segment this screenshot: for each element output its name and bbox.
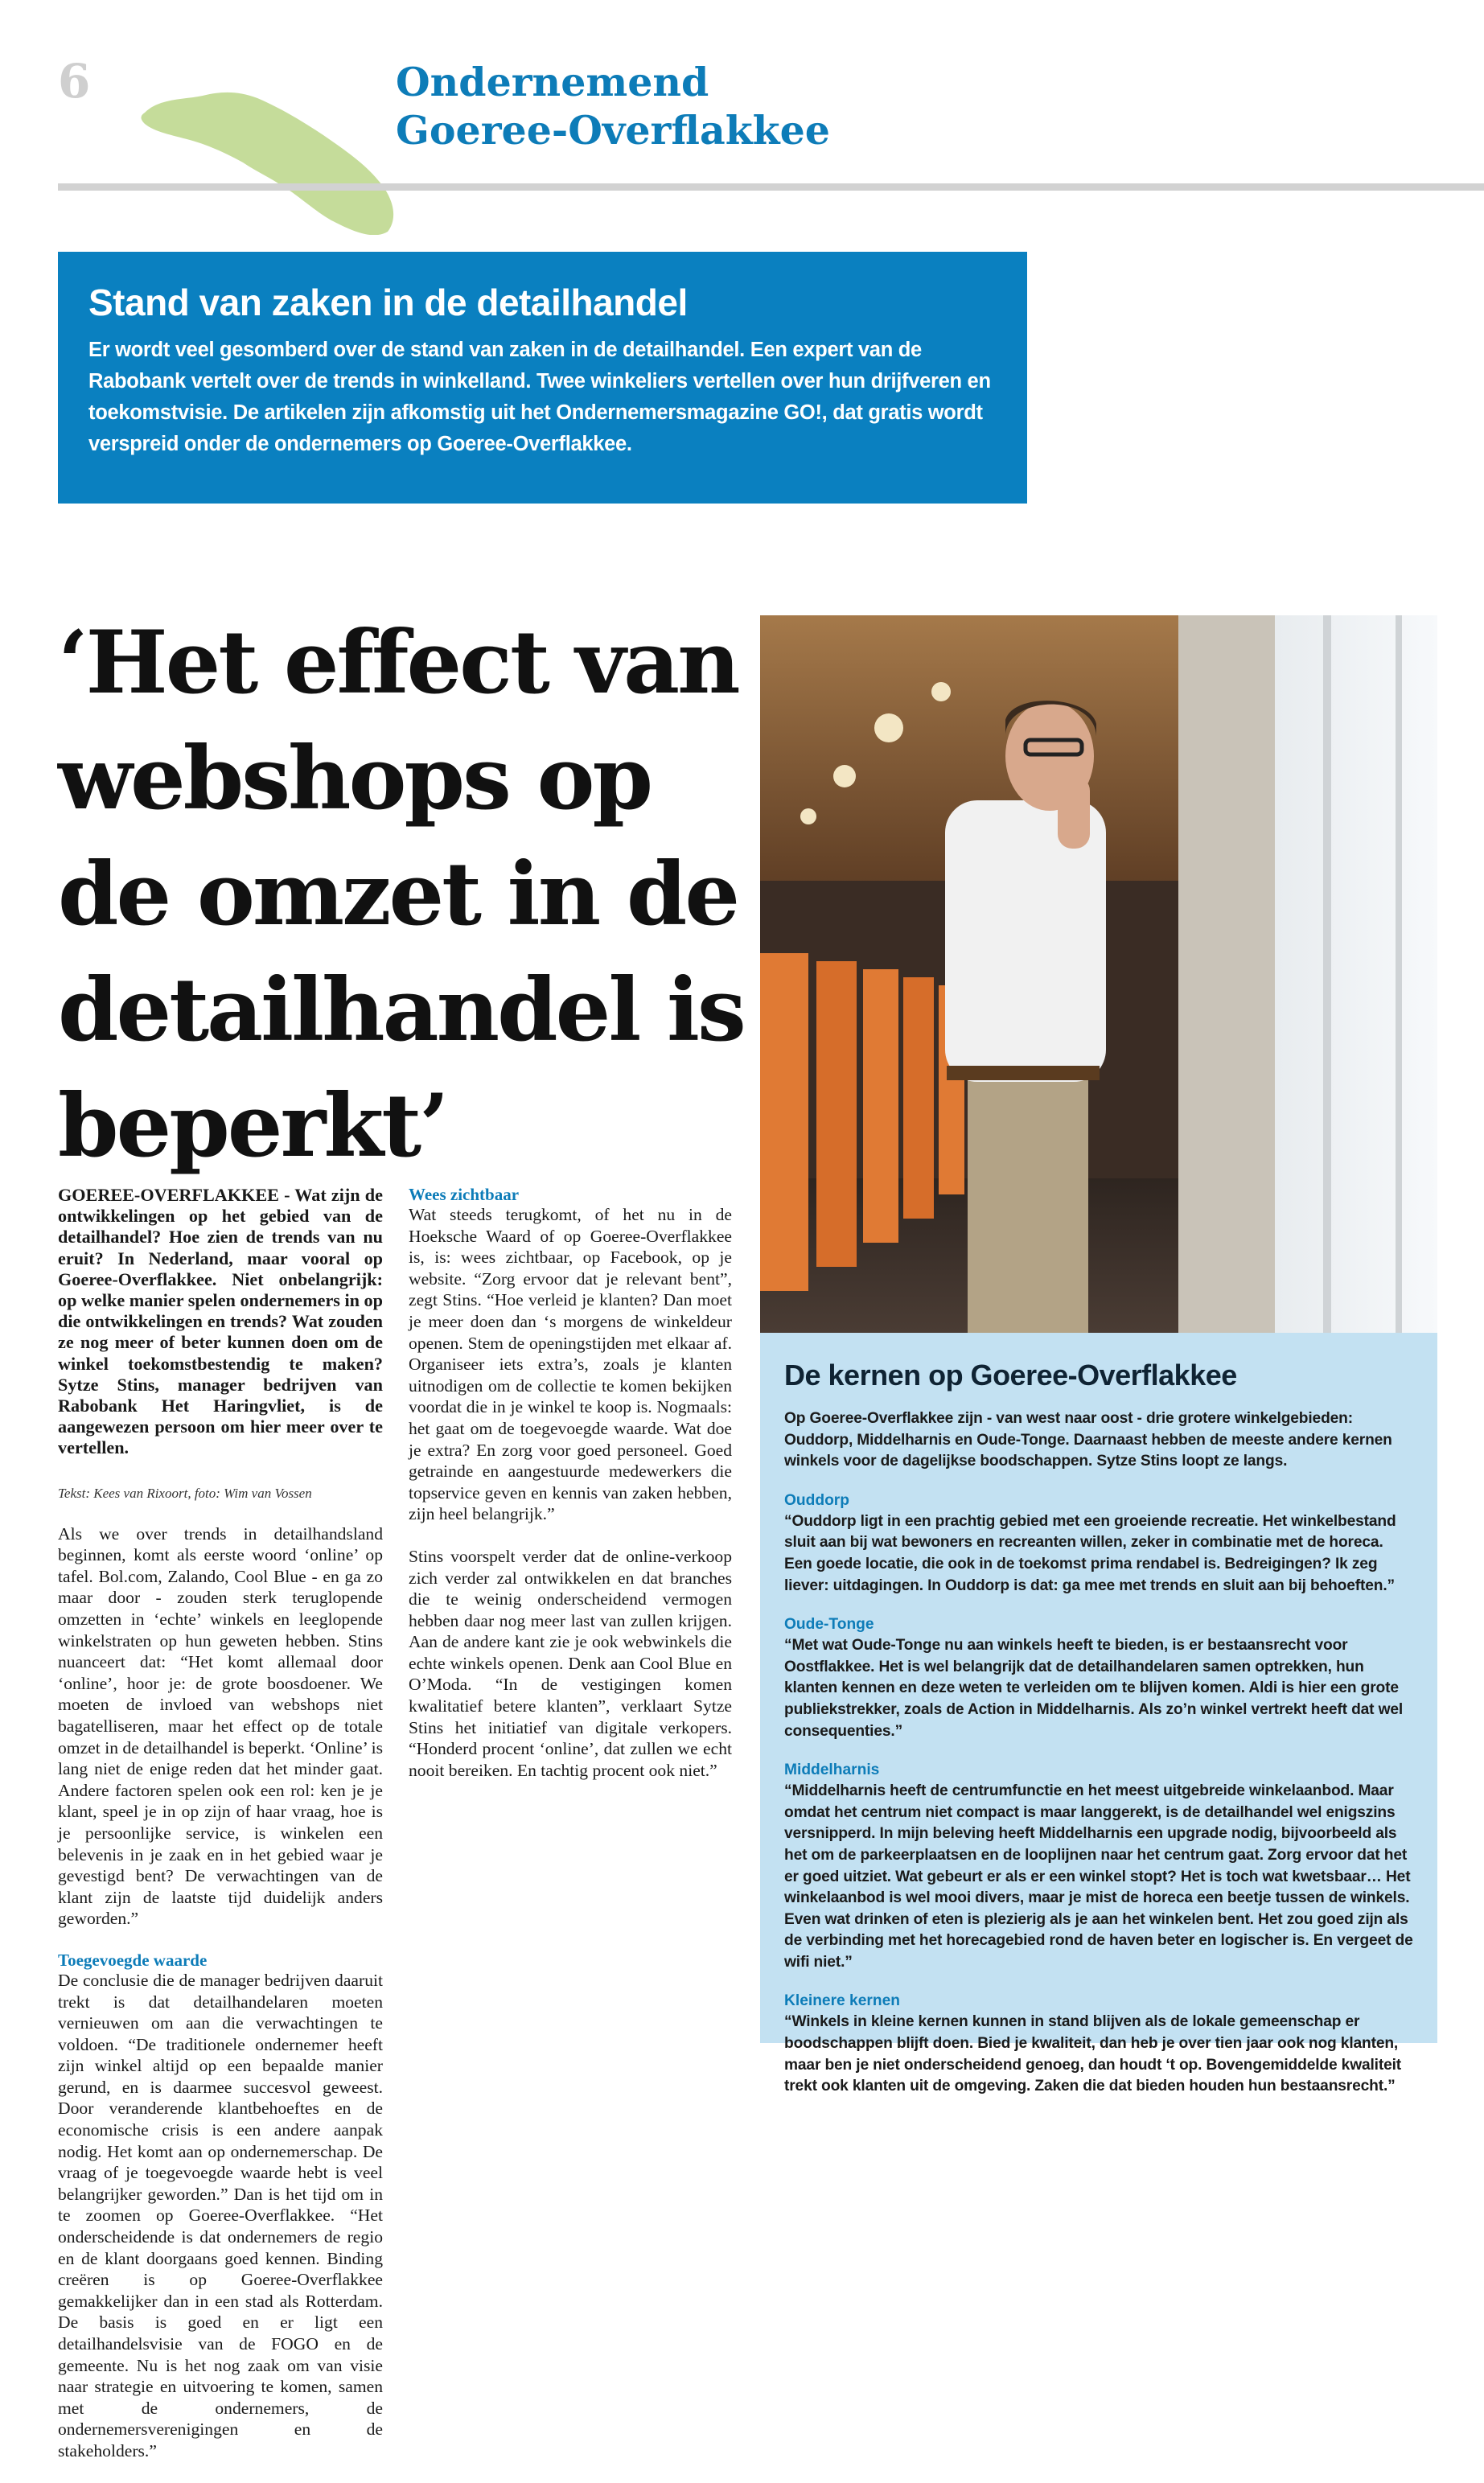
kernen-intro: Op Goeree-Overflakkee zijn - van west naar oost - drie grotere winkelgebieden: Ouddorp, Middelharnis en Oude-Tonge. Daarnaast hebben de meeste andere kernen winkels voor de dagelijkse boodschappen. Sytze Stins loopt ze langs. [784,1410,1392,1470]
intro-text: Er wordt veel gesomberd over de stand van zaken in de detailhandel. Een expert van de Rabobank vertelt over de trends in winkelland. Twee winkeliers vertellen over hun drijfveren en toekomstvisie. De artikelen zijn afkomstig uit het Ondernemersmagazine GO!, dat gratis wordt verspreid onder de ondernemers op Goeree-Overflakkee. [88,339,991,455]
article-paragraph: Wat steeds terugkomt, of het nu in de Hoeksche Waard of op Goeree-Overflakkee is, is: wees zichtbaar, op Facebook, op je website. “Zorg ervoor dat je relevant bent”, zegt Stins. “Hoe verleid je klanten? Dan moet je meer doen dan ‘s morgens de winkeldeur openen. Stem de openingstijden met elkaar af. Organiseer iets extra’s, zoals je klanten uitnodigen om de collectie te komen bekijken voordat die in je winkel te koop is. Nogmaals: het gaat om de toegevoegde waarde. Wat doe je extra? En zorg voor goed personeel. Goed getrainde en aangestuurde medewerkers die topservice geven en kennis van zaken hebben, zijn heel belangrijk.” [409,1205,732,1524]
article-subhead: Wees zichtbaar [409,1185,520,1204]
article-paragraph: De conclusie die de manager bedrijven daaruit trekt is dat detailhandelaren moeten vernieuwen om aan die verwachtingen te voldoen. “De traditionele ondernemer heeft zijn winkel altijd op een bepaalde manier gerund, en is daarmee succesvol geweest. Door veranderende klantbehoeftes en de economische crisis is een andere aanpak nodig. Het komt aan op ondernemerschap. De vraag of je toegevoegde waarde hebt is veel belangrijker geworden.” Dan is het tijd om in te zoomen op Goeree-Overflakkee. “Het onderscheidende is dat ondernemers de regio en de klant doorgaans goed kennen. Binding creëren is op Goeree-Overflakkee gemakkelijker dan in een stad als Rotterdam. De basis is goed en er ligt een detailhandelsvisie van de FOGO en de gemeente. Nu is het nog zaak om van visie naar strategie en uitvoering te komen, samen met de ondernemers, de ondernemersverenigingen en de stakeholders.” [58,1970,383,2460]
headline-line: de omzet in de [58,844,738,945]
kernen-subhead: Oude-Tonge [784,1616,874,1634]
article-credit: Tekst: Kees van Rixoort, foto: Wim van Vossen [58,1485,312,1501]
kernen-box [760,1333,1437,2095]
article-column-1 [58,1185,383,2483]
article-column-2 [409,1185,732,1802]
kernen-subhead: Middelharnis [784,1762,880,1779]
header-divider [58,183,1484,191]
section-title [396,58,830,154]
section-title-line: Ondernemend [396,59,709,105]
article-headline [58,605,782,1184]
headline-line: webshops op [58,728,652,829]
headline-line: beperkt’ [58,1075,447,1177]
kernen-text: “Winkels in kleine kernen kunnen in stand blijven als de lokale gemeenschap er boodschappen blijft doen. Bied je kwaliteit, dan heb je over tien jaar ook nog klanten, maar ben je niet onderscheidend genoeg, dan houdt ‘t op. Bovengemiddelde kwaliteit trekt ook klanten uit de omgeving. Zaken die dat bieden houden hun bestaansrecht.” [784,2013,1402,2095]
headline-line: detailhandel is [58,960,744,1061]
kernen-text: “Met wat Oude-Tonge nu aan winkels heeft te bieden, is er bestaansrecht voor Oostflakkee. Het is wel belangrijk dat de detailhandelaren samen optrekken, hun klanten kennen en deze weten te verleiden om te blijven komen. Aldi is hier een grote publiekstrekker, zoals de Action in Middelharnis. Als zo’n winkel vertrekt heeft dat wel consequenties.” [784,1637,1404,1740]
article-subhead: Toegevoegde waarde [58,1950,208,1970]
island-map-icon [137,74,402,235]
kernen-text: “Middelharnis heeft de centrumfunctie en het meest uitgebreide winkelaanbod. Maar omdat het centrum niet compact is maar langgerekt, is de detailhandel wel enigszins versnipperd. In mijn beleving heeft Middelharnis een upgrade nodig, bijvoorbeeld als het om de parkeerplaatsen en de looplijnen naar het centrum gaat. Zorg ervoor dat het er goed uitziet. Wat gebeurt er als er een winkel stopt? Het is toch wat kwetsbaar… Het winkelaanbod is wel mooi divers, maar je mist de horeca een beetje tussen de winkels. Even wat drinken of eten is plezierig als je aan het winkelen bent. Het zou goed zijn als de verbinding met het horecagebied rond de haven beter en logischer is. En vergeet de wifi niet.” [784,1782,1413,1971]
page-number: 6 [58,54,91,109]
kernen-text: “Ouddorp ligt in een prachtig gebied met een groeiende recreatie. Het winkelbestand sluit aan bij wat bewoners en recreanten willen, zeker in combinatie met de horeca. Een goede locatie, die ook in de toekomst prima rendabel is. Bedreigingen? Ik zeg liever: uitdagingen. In Ouddorp is dat: ga mee met trends en sluit aan bij behoeften.” [784,1512,1396,1594]
kernen-subhead: Kleinere kernen [784,1992,900,2010]
article-paragraph: Als we over trends in detailhandsland beginnen, komt als eerste woord ‘online’ op tafel. Bol.com, Zalando, Cool Blue - en ga zo maar door - zouden sterk teruglopende omzetten in ‘echte’ winkels en leeglopende winkelstraten op hun geweten hebben. Stins nuanceert dat: “Het komt allemaal door ‘online’, hoor je: de grote boosdoener. We moeten de invloed van webshops niet bagatelliseren, maar het effect op de totale omzet in de detailhandel is beperkt. ‘Online’ is lang niet de enige reden dat het minder gaat. Andere factoren spelen ook een rol: ken je je klant, speel je in op zijn of haar vraag, hoe is je persoonlijke service, is winkelen een belevenis in je zaak en in het gebied waar je gevestigd bent? De verwachtingen van de klant zijn de laatste tijd duidelijk anders geworden.” [58,1523,383,1929]
article-lead: GOEREE-OVERFLAKKEE - Wat zijn de ontwikkelingen op het gebied van de detailhandel? Hoe zien de trends van nu eruit? In Nederland, maar vooral op Goeree-Overflakkee. Niet onbelangrijk: op welke manier spelen ondernemers in op die ontwikkelingen en trends? Wat zouden ze nog meer of beter kunnen doen om de winkel toekomstbestendig te maken? Sytze Stins, manager bedrijven van Rabobank Het Haringvliet, is de aangewezen persoon om hier meer over te vertellen. [58,1185,383,1458]
intro-title: Stand van zaken in de detailhandel [88,282,688,323]
kernen-subhead: Ouddorp [784,1491,849,1509]
kernen-title: De kernen op Goeree-Overflakkee [784,1359,1237,1392]
article-photo [760,615,1437,1333]
intro-box [58,252,1027,504]
headline-line: ‘Het effect van [58,612,738,713]
section-title-line: Goeree-Overflakkee [396,107,830,154]
article-paragraph: Stins voorspelt verder dat de online-verkoop zich verder zal ontwikkelen en dat branches die te weinig onderscheidend vermogen hebben daar nog meer last van zullen krijgen. Aan de andere kant zie je ook webwinkels die echte winkels openen. Denk aan Cool Blue en O’Moda. “In de vestigingen komen kwalitatief betere klanten”, verklaart Sytze Stins het initiatief van digitale verkopers. “Honderd procent ‘online’, dat zullen we echt nooit bereiken. En tachtig procent ook niet.” [409,1546,732,1780]
